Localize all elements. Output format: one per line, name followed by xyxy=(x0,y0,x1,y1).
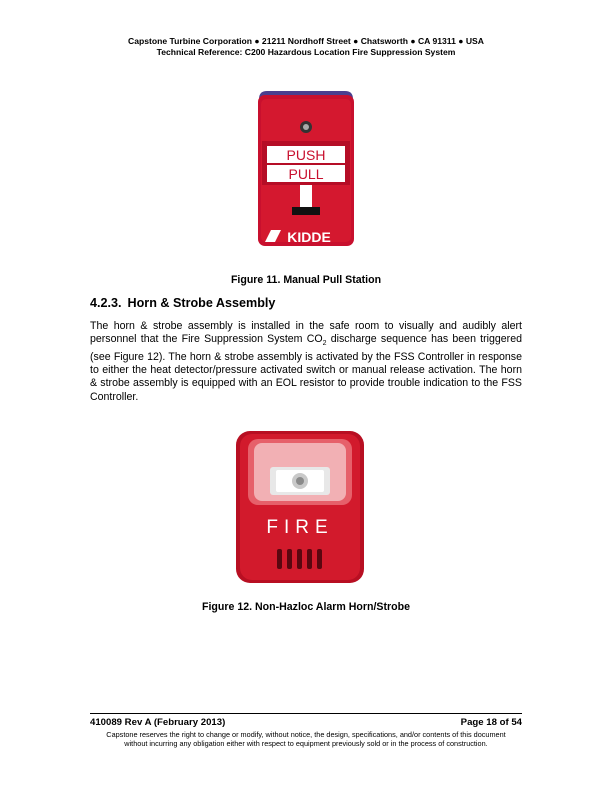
pull-label: PULL xyxy=(288,166,324,182)
figure-12-caption: Figure 12. Non-Hazloc Alarm Horn/Strobe xyxy=(202,601,410,613)
footer-divider xyxy=(90,713,522,714)
footer-disclaimer: Capstone reserves the right to change or modify, without notice, the design, specifications, and/or contents of this document without incurring any obligation either with respect to equipment previously sold or in the process of construction. xyxy=(106,730,506,749)
co2-subscript: 2 xyxy=(322,340,327,348)
brand-logo-text: KIDDE xyxy=(287,229,331,245)
header-address: Capstone Turbine Corporation ● 21211 Nordhoff Street ● Chatsworth ● CA 91311 ● USA xyxy=(128,36,484,46)
body-paragraph xyxy=(90,320,522,404)
header-doc-title: Technical Reference: C200 Hazardous Location Fire Suppression System xyxy=(156,47,456,57)
figure-11-caption: Figure 11. Manual Pull Station xyxy=(230,274,382,286)
section-title: Horn & Strobe Assembly xyxy=(127,296,276,310)
footer-doc-id: 410089 Rev A (February 2013) xyxy=(90,717,226,728)
paragraph-text-1: The horn & strobe assembly is installed in the safe room to visually and audibly alert personnel that the Fire Suppression System CO xyxy=(90,320,522,346)
paragraph-text-2: discharge sequence has been triggered (see Figure 12). The horn & strobe assembly is activated by the FSS Controller in response to either the heat detector/pressure activated switch or manual release activation. The horn & strobe assembly is equipped with an EOL resistor to provide trouble indication to the FSS Controller. xyxy=(90,333,522,403)
section-heading xyxy=(90,296,275,310)
push-label: PUSH xyxy=(286,147,326,163)
manual-pull-station-image xyxy=(257,89,355,247)
page-header xyxy=(0,36,612,58)
footer-page-number: Page 18 of 54 xyxy=(460,717,522,728)
fire-label: FIRE xyxy=(266,517,334,538)
horn-strobe-image xyxy=(234,429,366,585)
section-number: 4.2.3. xyxy=(90,296,122,310)
